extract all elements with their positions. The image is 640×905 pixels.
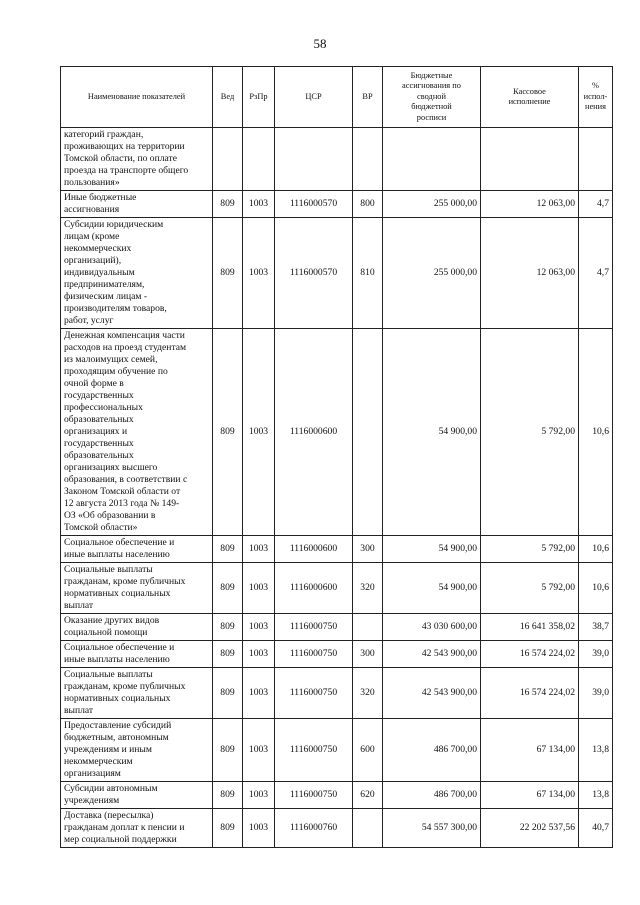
- row-ved: 809: [213, 218, 243, 329]
- table-row: [61, 191, 613, 218]
- row-ved: 809: [213, 782, 243, 809]
- row-csr: 1116000750: [275, 782, 353, 809]
- row-percent: 4,7: [579, 218, 613, 329]
- row-rzpr: 1003: [243, 536, 275, 563]
- row-percent: 39,0: [579, 641, 613, 668]
- row-percent: [579, 128, 613, 191]
- row-vr: 300: [353, 641, 383, 668]
- row-ved: 809: [213, 614, 243, 641]
- row-csr: 1116000600: [275, 563, 353, 614]
- row-name: Доставка (пересылка) гражданам доплат к пенсии и мер социальной поддержки: [61, 809, 213, 848]
- row-rzpr: [243, 128, 275, 191]
- row-rzpr: 1003: [243, 218, 275, 329]
- row-name: Оказание других видов социальной помощи: [61, 614, 213, 641]
- row-cash-execution: 16 641 358,02: [481, 614, 579, 641]
- row-cash-execution: 16 574 224,02: [481, 641, 579, 668]
- row-assignments: 486 700,00: [383, 719, 481, 782]
- row-rzpr: 1003: [243, 563, 275, 614]
- row-csr: 1116000600: [275, 329, 353, 536]
- row-assignments: [383, 128, 481, 191]
- row-rzpr: 1003: [243, 782, 275, 809]
- table-row: [61, 782, 613, 809]
- header-percent: % испол- нения: [579, 67, 613, 128]
- row-ved: 809: [213, 563, 243, 614]
- row-percent: 13,8: [579, 719, 613, 782]
- row-percent: 40,7: [579, 809, 613, 848]
- row-cash-execution: 12 063,00: [481, 191, 579, 218]
- row-assignments: 54 900,00: [383, 563, 481, 614]
- row-cash-execution: 12 063,00: [481, 218, 579, 329]
- row-vr: 320: [353, 563, 383, 614]
- row-csr: 1116000570: [275, 191, 353, 218]
- table-row: [61, 329, 613, 536]
- row-rzpr: 1003: [243, 191, 275, 218]
- row-rzpr: 1003: [243, 329, 275, 536]
- row-rzpr: 1003: [243, 668, 275, 719]
- row-assignments: 255 000,00: [383, 218, 481, 329]
- header-ved: Вед: [213, 67, 243, 128]
- row-vr: [353, 809, 383, 848]
- header-assignments: Бюджетные ассигнования по сводной бюджетной росписи: [383, 67, 481, 128]
- row-ved: 809: [213, 668, 243, 719]
- header-csr: ЦСР: [275, 67, 353, 128]
- row-csr: 1116000750: [275, 668, 353, 719]
- header-cash-execution: Кассовое исполнение: [481, 67, 579, 128]
- row-vr: [353, 614, 383, 641]
- row-cash-execution: 5 792,00: [481, 563, 579, 614]
- table-row: [61, 668, 613, 719]
- row-assignments: 54 557 300,00: [383, 809, 481, 848]
- table-header-row: [61, 67, 613, 128]
- budget-table: [60, 66, 613, 848]
- row-ved: 809: [213, 536, 243, 563]
- row-vr: 800: [353, 191, 383, 218]
- row-assignments: 486 700,00: [383, 782, 481, 809]
- row-csr: 1116000570: [275, 218, 353, 329]
- row-vr: [353, 128, 383, 191]
- row-name: Денежная компенсация части расходов на проезд студентам из малоимущих семей, проходящим обучение по очной форме в государственных профессиональных образовательных организациях и государственных образовательных организациях высшего образования, в соответствии с Законом Томской области от 12 августа 2013 года № 149- ОЗ «Об образовании в Томской области»: [61, 329, 213, 536]
- row-name: Субсидии автономным учреждениям: [61, 782, 213, 809]
- row-ved: [213, 128, 243, 191]
- row-cash-execution: 22 202 537,56: [481, 809, 579, 848]
- row-ved: 809: [213, 191, 243, 218]
- row-percent: 10,6: [579, 563, 613, 614]
- row-ved: 809: [213, 641, 243, 668]
- table-row: [61, 614, 613, 641]
- row-percent: 13,8: [579, 782, 613, 809]
- row-vr: 810: [353, 218, 383, 329]
- row-csr: 1116000600: [275, 536, 353, 563]
- row-cash-execution: 67 134,00: [481, 782, 579, 809]
- row-assignments: 54 900,00: [383, 536, 481, 563]
- header-name: Наименование показателей: [61, 67, 213, 128]
- row-assignments: 255 000,00: [383, 191, 481, 218]
- row-csr: 1116000750: [275, 614, 353, 641]
- row-rzpr: 1003: [243, 614, 275, 641]
- row-csr: 1116000750: [275, 719, 353, 782]
- row-name: Социальное обеспечение и иные выплаты населению: [61, 641, 213, 668]
- row-name: Социальные выплаты гражданам, кроме публичных нормативных социальных выплат: [61, 668, 213, 719]
- table-row: [61, 641, 613, 668]
- row-ved: 809: [213, 809, 243, 848]
- row-cash-execution: 5 792,00: [481, 536, 579, 563]
- row-name: категорий граждан, проживающих на территории Томской области, по оплате проезда на транспорте общего пользования»: [61, 128, 213, 191]
- row-vr: 600: [353, 719, 383, 782]
- row-name: Субсидии юридическим лицам (кроме некоммерческих организаций), индивидуальным предпринимателям, физическим лицам - производителям товаров, работ, услуг: [61, 218, 213, 329]
- row-ved: 809: [213, 329, 243, 536]
- table-row: [61, 536, 613, 563]
- row-vr: 620: [353, 782, 383, 809]
- row-csr: 1116000760: [275, 809, 353, 848]
- row-rzpr: 1003: [243, 809, 275, 848]
- row-percent: 10,6: [579, 329, 613, 536]
- row-vr: 320: [353, 668, 383, 719]
- row-rzpr: 1003: [243, 641, 275, 668]
- row-assignments: 43 030 600,00: [383, 614, 481, 641]
- row-cash-execution: 5 792,00: [481, 329, 579, 536]
- table-row: [61, 563, 613, 614]
- page-number: 58: [313, 36, 327, 51]
- row-assignments: 42 543 900,00: [383, 668, 481, 719]
- table-row: [61, 128, 613, 191]
- row-cash-execution: 67 134,00: [481, 719, 579, 782]
- row-rzpr: 1003: [243, 719, 275, 782]
- header-vr: ВР: [353, 67, 383, 128]
- row-percent: 10,6: [579, 536, 613, 563]
- row-name: Предоставление субсидий бюджетным, автономным учреждениям и иным некоммерческим организациям: [61, 719, 213, 782]
- row-name: Социальные выплаты гражданам, кроме публичных нормативных социальных выплат: [61, 563, 213, 614]
- row-ved: 809: [213, 719, 243, 782]
- row-percent: 4,7: [579, 191, 613, 218]
- header-rzpr: РзПр: [243, 67, 275, 128]
- row-percent: 39,0: [579, 668, 613, 719]
- row-vr: [353, 329, 383, 536]
- row-percent: 38,7: [579, 614, 613, 641]
- row-csr: [275, 128, 353, 191]
- row-vr: 300: [353, 536, 383, 563]
- table-row: [61, 809, 613, 848]
- row-csr: 1116000750: [275, 641, 353, 668]
- row-cash-execution: 16 574 224,02: [481, 668, 579, 719]
- row-name: Социальное обеспечение и иные выплаты населению: [61, 536, 213, 563]
- row-cash-execution: [481, 128, 579, 191]
- table-row: [61, 218, 613, 329]
- row-assignments: 42 543 900,00: [383, 641, 481, 668]
- row-name: Иные бюджетные ассигнования: [61, 191, 213, 218]
- table-row: [61, 719, 613, 782]
- row-assignments: 54 900,00: [383, 329, 481, 536]
